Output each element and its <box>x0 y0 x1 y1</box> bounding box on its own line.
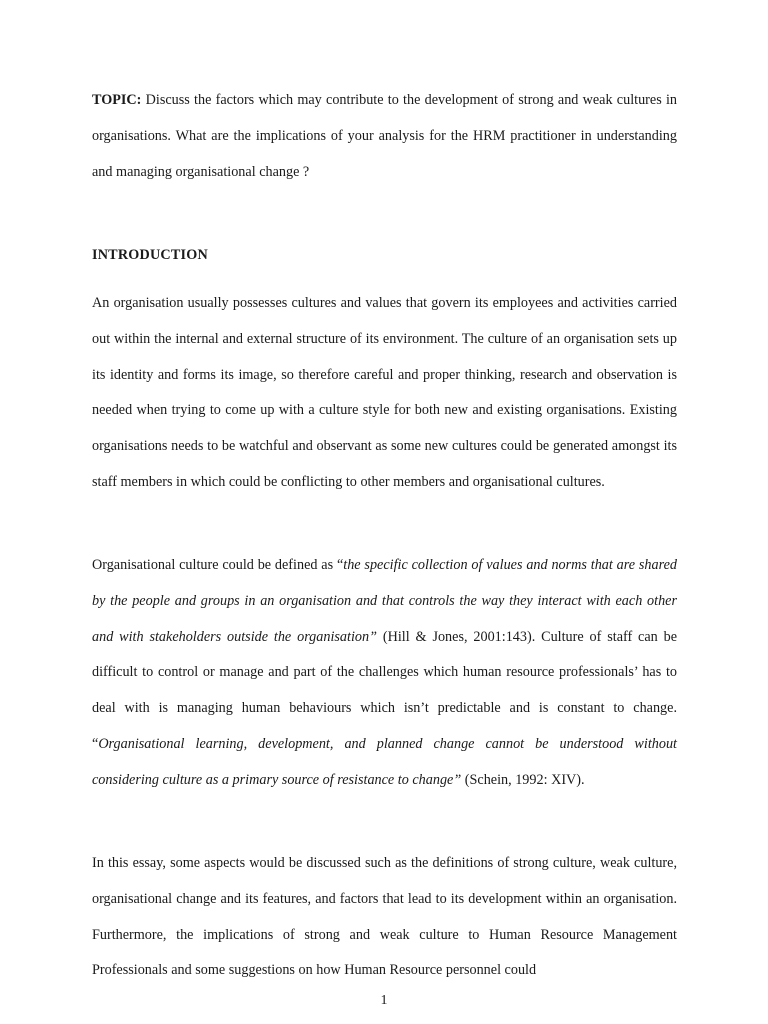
hill-jones-quote: the specific collection of values and norms that are shared by the people and groups in an organisation and that controls the way they interact with each other and with stakeholders outside the organisation” <box>92 557 677 645</box>
topic-paragraph <box>92 83 677 190</box>
intro-paragraph-1: An organisation usually possesses cultures and values that govern its employees and activities carried out within the internal and external structure of its environment. The culture of an organisation sets up its identity and forms its image, so therefore careful and proper thinking, research and observation is needed when trying to come up with a culture style for both new and existing organisations. Existing organisations needs to be watchful and observant as some new cultures could be generated amongst its staff members in which could be conflicting to other members and organisational cultures. <box>92 295 677 490</box>
page-number: 1 <box>380 993 388 1008</box>
topic-label: TOPIC: <box>92 92 142 108</box>
paragraph-2-text-3: (Schein, 1992: XIV). <box>461 771 585 788</box>
paragraph-2-text-1: Organisational culture could be defined as “ <box>92 557 344 573</box>
paragraph-2-text-2: (Hill & Jones, 2001:143). Culture of staff can be difficult to control or manage and part of the challenges which human resource professionals’ has to deal with is managing human behaviours which isn’t predictable and is constant to change. “ <box>92 628 678 752</box>
intro-paragraph-2 <box>92 548 677 799</box>
topic-text: Discuss the factors which may contribute to the development of strong and weak cultures in organisations. What are the implications of your analysis for the HRM practitioner in understanding and managing organisational change ? <box>92 92 677 180</box>
schein-quote: Organisational learning, development, and planned change cannot be understood without considering culture as a primary source of resistance to change” <box>92 735 677 788</box>
intro-paragraph-3: In this essay, some aspects would be discussed such as the definitions of strong culture, weak culture, organisational change and its features, and factors that lead to its development within an organisation. Furthermore, the implications of strong and weak culture to Human Resource Management Professionals and some suggestions on how Human Resource personnel could <box>92 855 677 979</box>
introduction-heading: INTRODUCTION <box>92 247 208 263</box>
